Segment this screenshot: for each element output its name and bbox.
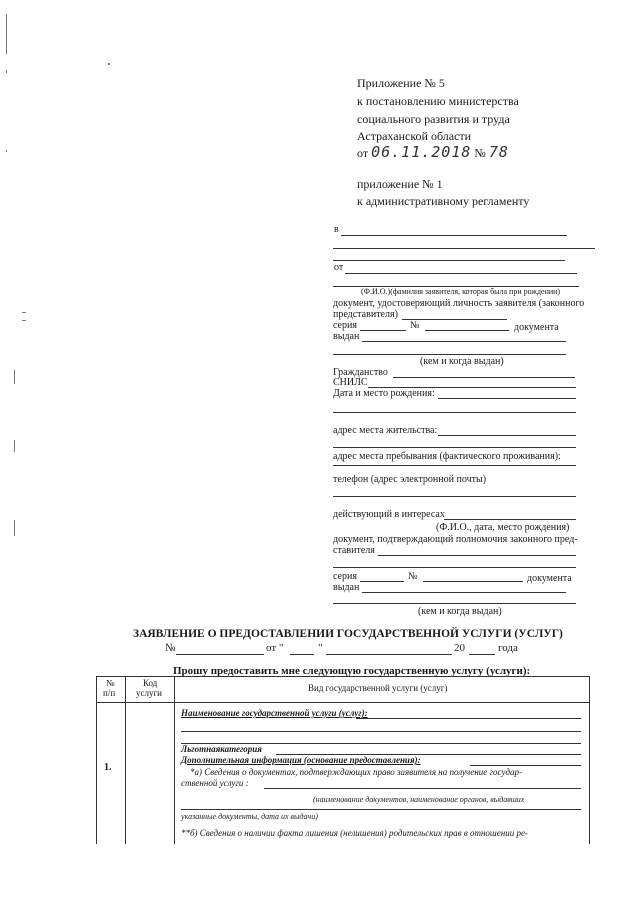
snils-label: СНИЛС xyxy=(333,377,368,388)
statement-day-field xyxy=(290,654,314,655)
appendix-line: Астраханской области xyxy=(357,129,472,143)
series2-line xyxy=(360,581,404,582)
issued-caption: (кем и когда выдан) xyxy=(420,356,504,367)
scan-mark xyxy=(14,520,15,536)
table-top-border xyxy=(96,676,590,677)
appendix-line: к постановлению министерства xyxy=(357,94,519,108)
number-line xyxy=(425,330,509,331)
blank-line xyxy=(333,465,576,466)
series2-label: серия xyxy=(333,571,357,582)
number-label: № xyxy=(410,320,420,331)
blank-line xyxy=(333,603,576,604)
table-header-border xyxy=(96,702,590,703)
rep-doc-label-cont: ставителя xyxy=(333,545,375,556)
acting-line xyxy=(444,519,576,520)
blank-line xyxy=(181,809,581,810)
issued2-line xyxy=(362,592,566,593)
statement-no-sign: № xyxy=(165,642,176,654)
statement-title: ЗАЯВЛЕНИЕ О ПРЕДОСТАВЛЕНИИ ГОСУДАРСТВЕННОЙ УСЛУГИ (УСЛУГ) xyxy=(133,628,563,640)
statement-number-field xyxy=(176,654,264,655)
blank-line xyxy=(333,354,566,355)
blank-line xyxy=(181,731,581,732)
item-a-cont: ственной услуги : xyxy=(181,778,249,788)
blank-line xyxy=(333,260,565,261)
blank-line xyxy=(333,248,595,249)
docs-caption-cont: указанные документы, дата их выдачи) xyxy=(181,812,318,821)
statement-century: 20 xyxy=(454,642,465,654)
date-prefix: от xyxy=(357,146,369,160)
blank-line xyxy=(333,567,576,568)
item-b: **б) Сведения о наличии факта лишения (нелишения) родительских прав в отношении ре- xyxy=(181,828,528,838)
citizenship-line xyxy=(393,377,575,378)
rep-doc-label: документ, подтверждающий полномочия законного пред- xyxy=(333,534,578,545)
scan-mark xyxy=(22,320,26,321)
issued2-label: выдан xyxy=(333,582,360,593)
scan-mark xyxy=(6,150,7,152)
benefit-category-label: Льготнаякатегория xyxy=(181,744,262,754)
statement-year-suffix: года xyxy=(498,642,518,654)
scan-mark xyxy=(6,14,7,54)
table-left-border xyxy=(96,676,97,844)
appendix-date-line xyxy=(357,145,509,160)
document-label: документа xyxy=(514,322,559,333)
docs-caption: (наименование документов, наименование органов, выдавших xyxy=(313,795,525,804)
statement-month-field xyxy=(326,654,452,655)
regulation-line: к административному регламенту xyxy=(357,194,530,208)
birth-line xyxy=(438,398,576,399)
table-col-divider xyxy=(174,676,175,844)
id-doc-label-cont: представителя) xyxy=(333,309,398,320)
request-text: Прошу предоставить мне следующую государственную услугу (услуги): xyxy=(173,665,531,677)
service-name-label: Наименование государственной услуги (услуг): xyxy=(181,708,368,718)
acting-caption: (Ф.И.О., дата, место рождения) xyxy=(436,522,570,533)
appendix-line: социального развития и труда xyxy=(357,112,510,126)
handwritten-number: 78 xyxy=(488,143,509,161)
to-line xyxy=(341,235,567,236)
issued-line xyxy=(362,341,566,342)
handwritten-date: 06.11.2018 xyxy=(371,143,472,161)
row-number: 1. xyxy=(104,762,112,773)
issued2-caption: (кем и когда выдан) xyxy=(418,606,502,617)
blank-line xyxy=(333,496,576,497)
acting-label: действующий в интересах xyxy=(333,509,445,520)
issued-label: выдан xyxy=(333,331,360,342)
fio-caption: (Ф.И.О.)(фамилия заявителя, которая была при рождении) xyxy=(361,287,561,296)
scan-mark xyxy=(14,370,15,384)
col-number-header-sub: п/п xyxy=(103,688,116,698)
table-col-divider xyxy=(125,676,126,844)
from-line xyxy=(345,273,577,274)
residence-label: адрес места жительства: xyxy=(333,425,438,436)
document2-label: документа xyxy=(527,573,572,584)
id-doc-label: документ, удостоверяющий личность заявителя (законного xyxy=(333,298,585,309)
item-a: *а) Сведения о документах, подтверждающих право заявителя на получение государ- xyxy=(190,767,523,777)
residence-line xyxy=(438,435,576,436)
number2-label: № xyxy=(408,571,418,582)
scan-mark xyxy=(14,440,15,452)
col-number-header: № xyxy=(106,678,115,688)
extra-info-line xyxy=(470,765,581,766)
statement-year-field xyxy=(469,654,495,655)
services-table xyxy=(96,676,590,846)
col-code-header: Код xyxy=(143,678,158,688)
series-line xyxy=(360,330,406,331)
col-service-header: Вид государственной услуги (услуг) xyxy=(308,683,448,693)
stay-label: адрес места пребывания (фактического проживания): xyxy=(333,451,561,462)
statement-from: от " xyxy=(266,642,284,654)
scan-mark xyxy=(22,312,26,313)
phone-label: телефон (адрес электронной почты) xyxy=(333,474,487,485)
rep-doc-line xyxy=(378,555,576,556)
citizenship-label: Гражданство xyxy=(333,367,388,378)
blank-line xyxy=(333,447,576,448)
col-code-header-sub: услуги xyxy=(136,688,162,698)
regulation-title: приложение № 1 xyxy=(357,177,443,191)
scan-mark xyxy=(6,70,7,73)
statement-number-line xyxy=(165,642,176,655)
service-name-line xyxy=(356,718,581,719)
blank-line xyxy=(333,412,576,413)
statement-quote-close: " xyxy=(318,642,323,654)
extra-info-label: Дополнительная информация (основание предоставления): xyxy=(181,755,421,765)
item-a-line xyxy=(264,788,581,789)
from-label: от xyxy=(334,262,344,273)
to-label: в xyxy=(334,224,339,235)
number-sign: № xyxy=(474,146,486,160)
number2-line xyxy=(423,581,523,582)
series-label: серия xyxy=(333,320,357,331)
table-right-border xyxy=(589,676,590,844)
appendix-title: Приложение № 5 xyxy=(357,76,445,90)
scan-mark xyxy=(108,63,110,65)
birth-label: Дата и место рождения: xyxy=(333,388,435,399)
